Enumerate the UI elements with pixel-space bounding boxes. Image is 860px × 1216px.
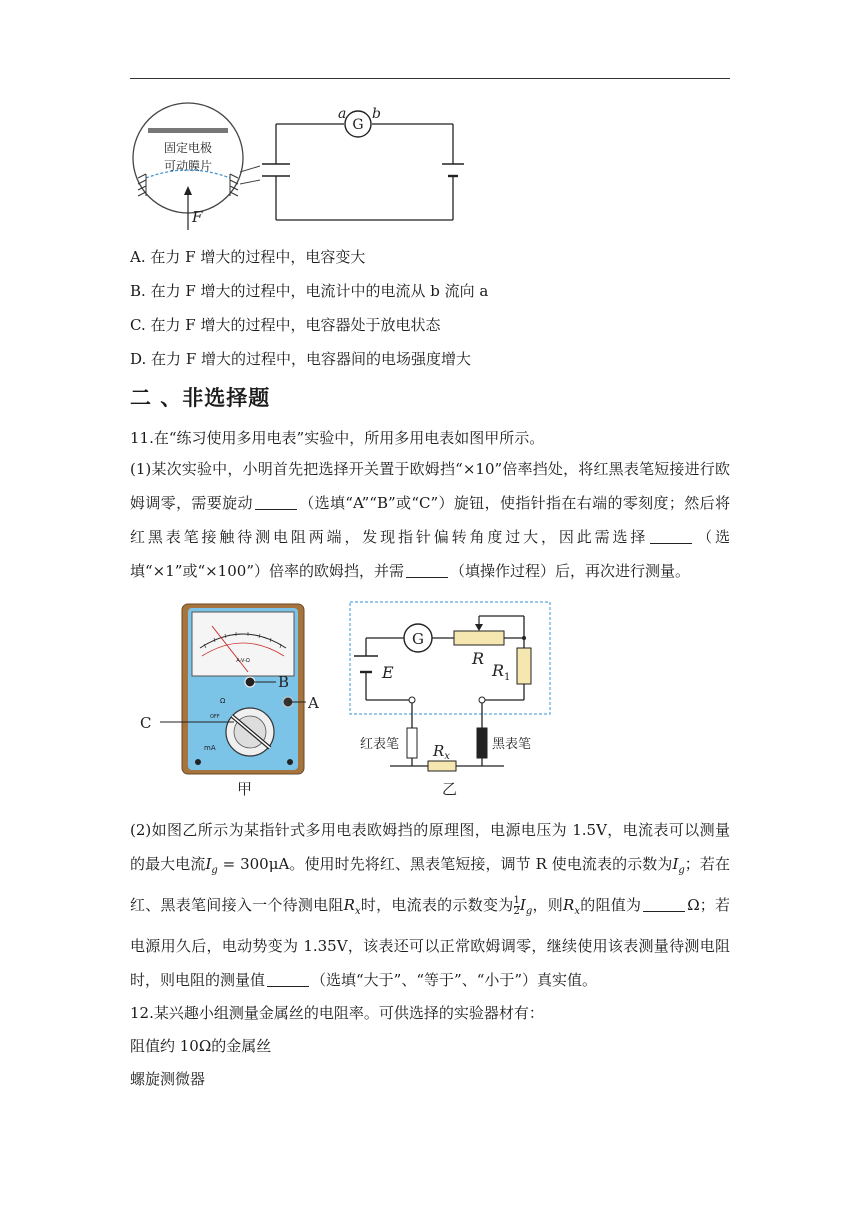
label-C: C — [140, 714, 152, 732]
label-R1: $R_1$ — [492, 661, 511, 683]
caption-yi: 乙 — [442, 780, 458, 798]
dial-ohm-label: Ω — [220, 697, 226, 705]
terminal-a-label: a — [338, 106, 347, 122]
label-Rx: $R_x$ — [433, 742, 450, 762]
label-R: R — [472, 649, 485, 668]
multimeter-figure — [130, 598, 730, 798]
fraction-half: $\frac{1}{2}$ — [513, 894, 520, 917]
answer-blank-4[interactable] — [643, 897, 685, 912]
red-probe — [407, 728, 417, 758]
answer-blank-5[interactable] — [267, 972, 309, 987]
black-probe — [477, 728, 487, 758]
dial-ma-label: mA — [204, 744, 216, 752]
movable-film-label: 可动膜片 — [163, 159, 213, 173]
scale-label: A-V-Ω — [236, 658, 250, 664]
red-probe-label: 红表笔 — [360, 737, 400, 752]
q12-item-micrometer: 螺旋测微器 — [130, 1070, 206, 1088]
force-label: F — [192, 208, 203, 226]
answer-blank-3[interactable] — [406, 563, 448, 578]
label-E: E — [382, 663, 394, 682]
label-B: B — [278, 673, 290, 691]
terminal-b-label: b — [372, 106, 381, 122]
resistor-Rx — [428, 761, 456, 771]
rheostat-R — [454, 631, 504, 645]
section-title: 二 、非选择题 — [130, 386, 271, 410]
q11-intro: 11.在“练习使用多用电表”实验中，所用多用电表如图甲所示。 — [130, 429, 545, 447]
black-probe-label: 黑表笔 — [492, 737, 532, 752]
galvanometer-label: G — [352, 117, 364, 133]
symbol-Ig: $I_g$ — [205, 855, 218, 876]
label-A: A — [308, 694, 319, 712]
fixed-plate — [148, 128, 228, 133]
circuit-wires — [276, 124, 453, 220]
option-b: B. 在力 F 增大的过程中，电流计中的电流从 b 流向 a — [130, 282, 489, 300]
option-a: A. 在力 F 增大的过程中，电容变大 — [130, 248, 366, 266]
top-rule — [130, 78, 730, 79]
dial-off-label: OFF — [210, 714, 220, 720]
resistor-R1 — [517, 648, 531, 684]
q11-part1: (1)某次实验中，小明首先把选择开关置于欧姆挡“×10”倍率挡处，将红黑表笔短接进行欧姆调零，需要旋动 （选填“A”“B”或“C”）旋钮，使指针指在右端的零刻度；然后将红黑表笔接触待测电阻两端，发现指针偏转角度过大，因此需选择 （选填“×1”或“×100”）倍率的欧姆挡，并需 （填操作过程）后，再次进行测量。 — [130, 460, 730, 580]
answer-blank-1[interactable] — [255, 495, 297, 510]
answer-blank-2[interactable] — [650, 529, 692, 544]
q12-item-wire: 阻值约 10Ω的金属丝 — [130, 1037, 272, 1055]
fixed-plate-label: 固定电极 — [163, 141, 213, 155]
q11-part2: (2)如图乙所示为某指针式多用电表欧姆挡的原理图，电源电压为 1.5V，电流表可以测量的最大电流$I_g = 300\mu A$。使用时先将红、黑表笔短接，调节 R 使电流表的示数为$I_g$；若在红、黑表笔间接入一个待测电阻$R_x$时，电流表的示数变为 $\frac{1}{2}$ $I_g$，则$R_x$的阻值为 Ω；若电源用久后，电动势变为 1.35V，该表还可以正常欧姆调零，继续使用该表测量待测电阻时，则电阻的测量值 （选填“大于”、“等于”、“小于”）真实值。 — [130, 821, 730, 989]
q12-intro: 12.某兴趣小组测量金属丝的电阻率。可供选择的实验器材有： — [130, 1004, 544, 1022]
symbol-Rx: $R_x$ — [343, 896, 361, 917]
circuit-galvanometer-label: G — [412, 630, 424, 648]
option-c: C. 在力 F 增大的过程中，电容器处于放电状态 — [130, 316, 441, 334]
option-d: D. 在力 F 增大的过程中，电容器间的电场强度增大 — [130, 350, 471, 368]
capacitor-sensor-figure — [128, 100, 478, 235]
caption-jia: 甲 — [237, 780, 253, 798]
